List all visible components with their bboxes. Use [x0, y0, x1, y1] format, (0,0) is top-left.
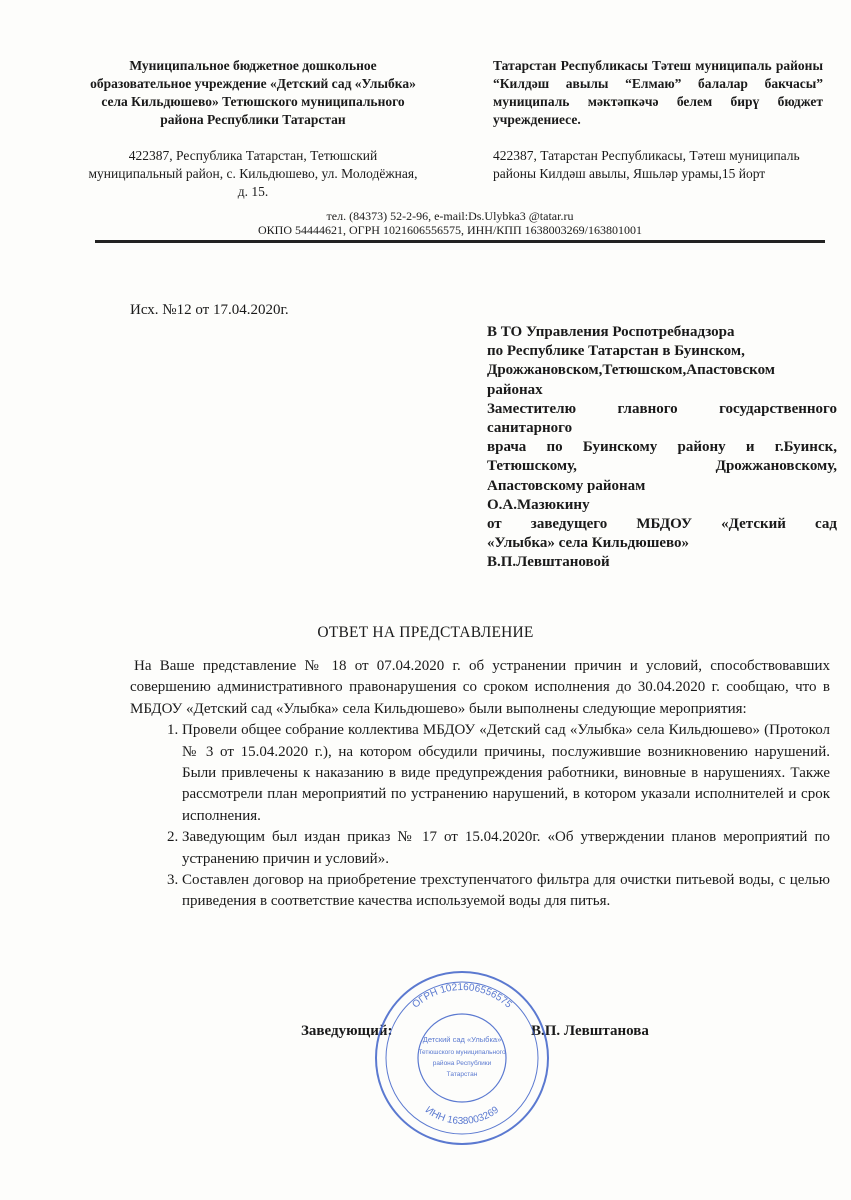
stamp-center-text: района Республики: [432, 1060, 492, 1067]
recipient-line: врача по Буинскому району и г.Буинск,: [487, 439, 837, 456]
list-item: 3. Составлен договор на приобретение трехступенчатого фильтра для очистки питьевой воды, с целью приведения в соответствие качества используемой воды для питья.: [182, 870, 830, 913]
recipient-line: Заместителю главного государственного: [487, 400, 837, 417]
document-body: [130, 656, 830, 913]
document-title: ОТВЕТ НА ПРЕДСТАВЛЕНИЕ: [317, 624, 534, 641]
stamp-center-text: Татарстан: [446, 1071, 478, 1078]
stamp-ring: [386, 982, 538, 1134]
recipient-block: [487, 323, 837, 573]
recipient-line: районах: [487, 381, 543, 398]
recipient-line: Тетюшскому, Дрожжановскому,: [487, 458, 837, 475]
measures-list: [130, 720, 830, 913]
stamp-center-text: Тетюшского муниципального: [418, 1049, 506, 1056]
signatory-name: В.П. Левштанова: [531, 1023, 649, 1039]
stamp-text-bottom: ИНН 1638003269: [423, 1104, 501, 1128]
recipient-line: «Улыбка» села Кильдюшево»: [487, 535, 690, 552]
header-right: [493, 57, 823, 183]
org-name-tatar: Татарстан Республикасы Тәтеш муниципаль районы “Килдәш авылы “Елмаю” балалар бакчасы” муниципаль мәктәпкәчә белем бирү бюджет учреждениесе.: [493, 58, 823, 127]
list-item: 1. Провели общее собрание коллектива МБДОУ «Детский сад «Улыбка» села Кильдюшево» (Протокол № 3 от 15.04.2020 г.), на котором обсудили причины, послужившие возникновению нарушений. Были привлечены к наказанию в виде предупреждения работники, виновные в нарушениях. Также рассмотрели план мероприятий по устранению нарушений, в котором указали исполнителей и срок исполнения.: [182, 720, 830, 827]
org-name-russian: Муниципальное бюджетное дошкольное образовательное учреждение «Детский сад «Улыбка» села Кильдюшево» Тетюшского муниципального района Республики Татарстан: [90, 58, 416, 127]
header-left: [88, 57, 418, 201]
stamp-center-text: Детский сад «Улыбка»: [422, 1035, 502, 1044]
org-address-tatar: 422387, Татарстан Республикасы, Тәтеш муниципаль районы Килдәш авылы, Яшьләр урамы,15 йорт: [493, 148, 800, 181]
recipient-line: Дрожжановском,Тетюшском,Апастовском: [487, 362, 775, 379]
official-stamp: [372, 968, 552, 1148]
recipient-line: от заведущего МБДОУ «Детский сад: [487, 516, 837, 533]
outgoing-reference: Исх. №12 от 17.04.2020г.: [130, 302, 289, 318]
contacts-phone-email: тел. (84373) 52-2-96, e-mail:Ds.Ulybka3 @tatar.ru: [326, 209, 574, 223]
recipient-line: В ТО Управления Роспотребнадзора: [487, 324, 735, 340]
stamp-inner-ring: [418, 1014, 506, 1102]
org-address-russian: 422387, Республика Татарстан, Тетюшский муниципальный район, с. Кильдюшево, ул. Молодёжная, д. 15.: [88, 148, 418, 199]
signatory-position: Заведующий:: [301, 1023, 393, 1039]
header-divider: [95, 240, 825, 243]
stamp-text-top: ОГРН 1021606556575: [410, 981, 514, 1011]
recipient-line: по Республике Татарстан в Буинском,: [487, 343, 745, 360]
recipient-line: Апастовскому районам: [487, 477, 646, 494]
recipient-line: санитарного: [487, 420, 573, 437]
list-item: 2. Заведующим был издан приказ № 17 от 15.04.2020г. «Об утверждении планов мероприятий по устранению причин и условий».: [182, 827, 830, 870]
contacts-block: [170, 209, 730, 237]
recipient-line: О.А.Мазюкину: [487, 496, 590, 513]
contacts-registration: ОКПО 54444621, ОГРН 1021606556575, ИНН/КПП 1638003269/163801001: [258, 223, 642, 237]
body-intro: На Ваше представление № 18 от 07.04.2020 г. об устранении причин и условий, способствовавших совершению административного правонарушения со сроком исполнения до 30.04.2020 г. сообщаю, что в МБДОУ «Детский сад «Улыбка» села Кильдюшево» были выполнены следующие мероприятия:: [130, 658, 830, 717]
recipient-line: В.П.Левштановой: [487, 554, 610, 571]
